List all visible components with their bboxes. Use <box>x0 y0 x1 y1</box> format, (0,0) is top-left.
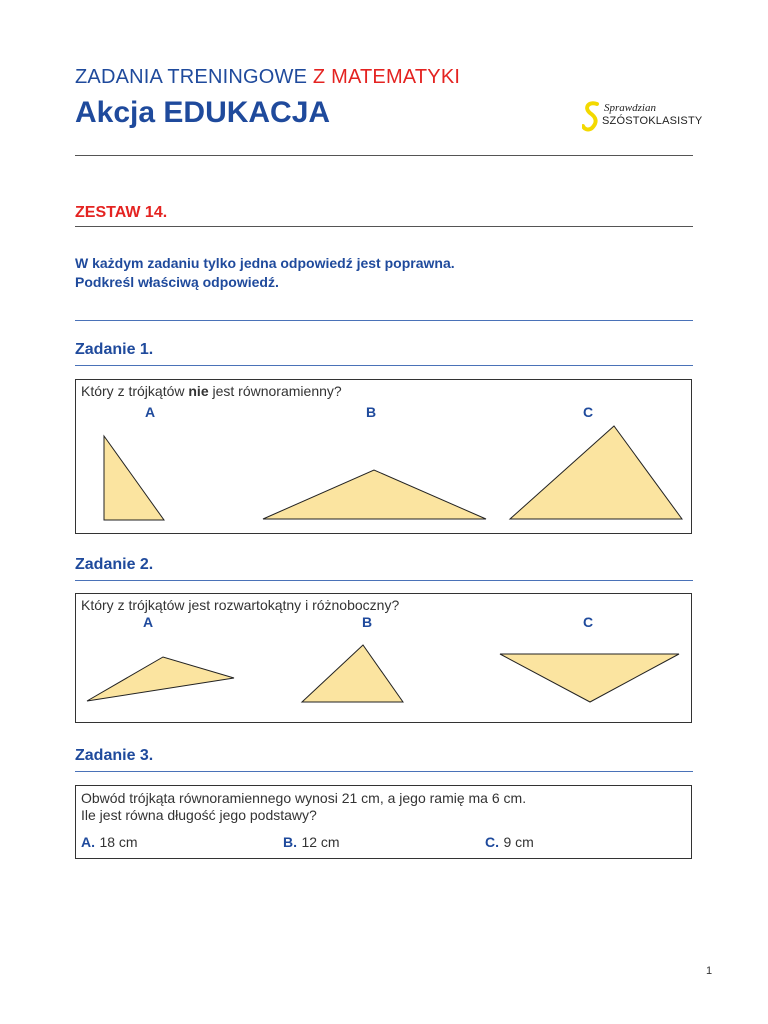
answer-a-letter: A. <box>81 834 95 850</box>
page-number: 1 <box>706 965 713 977</box>
task-1-triangle-c[interactable] <box>510 426 682 519</box>
task-3-title: Zadanie 3. <box>75 747 154 764</box>
answer-b-letter: B. <box>283 834 297 850</box>
task-1-question-end: jest równoramienny? <box>208 383 342 399</box>
instruction-line-1: W każdym zadaniu tylko jedna odpowiedź jest poprawna. <box>75 255 455 271</box>
sprawdzian-logo <box>582 100 712 134</box>
logo-line1: Sprawdzian <box>604 102 656 114</box>
header-subtitle-part2: Z MATEMATYKI <box>312 66 461 88</box>
task-2-title: Zadanie 2. <box>75 556 154 573</box>
instructions <box>75 254 455 292</box>
task-3-box <box>75 785 692 859</box>
task-1-option-a-label[interactable]: A <box>145 404 156 420</box>
task-2-option-b-label[interactable]: B <box>362 614 373 630</box>
task-2-option-c-label[interactable]: C <box>583 614 594 630</box>
task-1-question-emphasis: nie <box>188 383 209 399</box>
task-3-question-line-2: Ile jest równa długość jego podstawy? <box>81 807 317 823</box>
header-subtitle <box>75 66 460 89</box>
instructions-divider <box>75 320 693 321</box>
task-1-box <box>75 379 692 534</box>
task-3-divider <box>75 771 693 772</box>
answer-b-text: 12 cm <box>301 834 340 850</box>
task-1-question-start: Który z trójkątów <box>81 383 189 399</box>
header-subtitle-part1: ZADANIA TRENINGOWE <box>75 66 313 88</box>
answer-c-text: 9 cm <box>503 834 534 850</box>
task-2-question: Który z trójkątów jest rozwartokątny i różnoboczny? <box>81 597 400 613</box>
task-2-triangle-a[interactable] <box>87 657 234 701</box>
task-1-triangle-b[interactable] <box>263 470 486 519</box>
header-title: Akcja EDUKACJA <box>75 96 331 129</box>
set-divider <box>75 226 693 227</box>
task-2-triangle-c[interactable] <box>500 654 679 702</box>
answer-c-letter: C. <box>485 834 499 850</box>
task-1-triangles <box>76 380 693 535</box>
task-2-option-a-label[interactable]: A <box>143 614 154 630</box>
instruction-line-2: Podkreśl właściwą odpowiedź. <box>75 274 279 290</box>
task-3-answer-a[interactable] <box>81 834 138 852</box>
task-1-option-b-label[interactable]: B <box>366 404 377 420</box>
task-2-triangles <box>76 594 693 724</box>
logo-s-icon <box>582 100 602 132</box>
task-3-question-line-1: Obwód trójkąta równoramiennego wynosi 21 cm, a jego ramię ma 6 cm. <box>81 790 527 806</box>
set-title: ZESTAW 14. <box>75 204 168 221</box>
task-2-box <box>75 593 692 723</box>
task-1-title: Zadanie 1. <box>75 341 154 358</box>
task-2-divider <box>75 580 693 581</box>
task-2-triangle-b[interactable] <box>302 645 403 702</box>
task-1-divider <box>75 365 693 366</box>
task-3-answer-c[interactable] <box>485 834 534 852</box>
logo-line2: SZÓSTOKLASISTY <box>602 115 703 127</box>
answer-a-text: 18 cm <box>99 834 138 850</box>
header-divider <box>75 155 693 156</box>
task-1-option-c-label[interactable]: C <box>583 404 594 420</box>
task-3-answer-b[interactable] <box>283 834 340 852</box>
task-1-triangle-a[interactable] <box>104 436 164 520</box>
